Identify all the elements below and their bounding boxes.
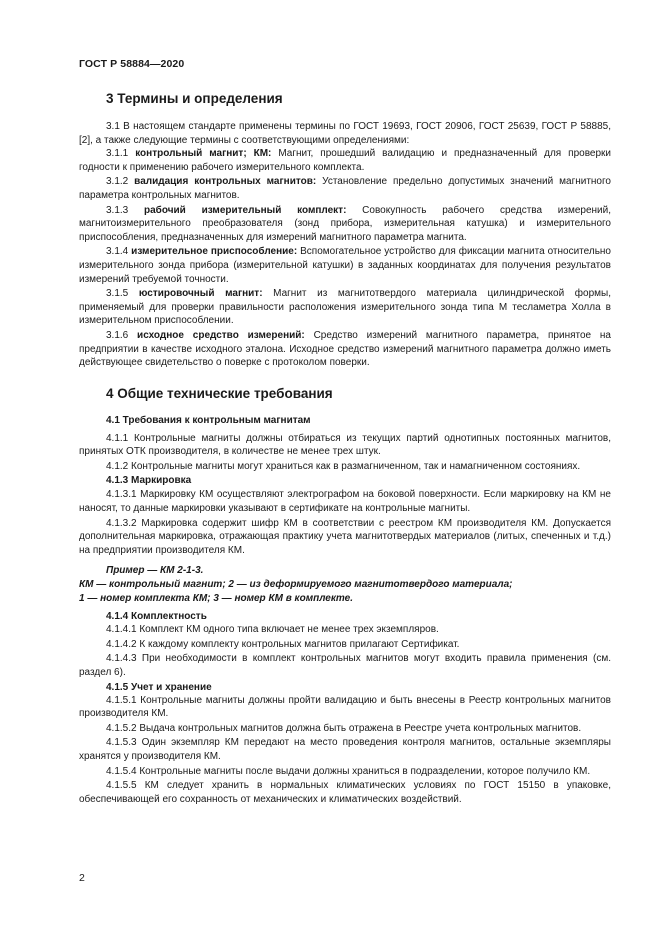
term-3-1-6 xyxy=(79,329,611,370)
term-definition: Магнит, прошедший валидацию и предназначенный для проверки годности к применению рабочего измерительного комплекта. xyxy=(79,148,611,173)
paragraph-4-1-5-2: 4.1.5.2 Выдача контрольных магнитов должна быть отражена в Реестре учета контрольных магнитов. xyxy=(106,722,582,734)
term-name: юстировочный магнит: xyxy=(138,288,263,300)
term-3-1-4 xyxy=(79,245,611,286)
example-title: Пример — КМ 2-1-3. xyxy=(106,565,204,577)
paragraph-4-1-4-1: 4.1.4.1 Комплект КМ одного типа включает не менее трех экземпляров. xyxy=(106,624,439,636)
term-3-1-2 xyxy=(79,175,611,202)
example-line-2: 1 — номер комплекта КМ; 3 — номер КМ в комплекте. xyxy=(79,592,354,604)
term-definition: Совокупность рабочего средства измерений, магнитоизмерительного преобразователя (зонд прибора, измерительная катушка) и измерительного приспособления, предназначенных для измерений магнитного параметра магнита. xyxy=(79,204,611,243)
term-number: 3.1.3 xyxy=(106,204,144,216)
paragraph-4-1-4-3: 4.1.4.3 При необходимости в комплект контрольных магнитов могут входить правила применения (см. раздел 6). xyxy=(79,653,611,678)
term-3-1-1 xyxy=(79,147,611,174)
term-number: 3.1.2 xyxy=(106,176,135,188)
term-name: исходное средство измерений: xyxy=(137,329,305,341)
term-number: 3.1.6 xyxy=(106,329,138,341)
paragraph-4-1-2: 4.1.2 Контрольные магниты могут храниться как в размагниченном, так и намагниченном состояниях. xyxy=(106,460,581,472)
subsection-4-1-4-title: 4.1.4 Комплектность xyxy=(106,611,207,623)
term-number: 3.1.5 xyxy=(106,288,139,300)
paragraph-4-1-5-3: 4.1.5.3 Один экземпляр КМ передают на место проведения контроля магнитов, остальные экземпляры хранятся у производителя КМ. xyxy=(79,737,611,762)
page-content xyxy=(79,91,611,806)
paragraph-4-1-3-1: 4.1.3.1 Маркировку КМ осуществляют электрографом на боковой поверхности. Если маркировку на КМ не наносят, то данные маркировки указывают в сертификате на контрольные магниты. xyxy=(79,489,611,515)
paragraph-4-1-3-2: 4.1.3.2 Маркировка содержит шифр КМ в соответствии с реестром КМ производителя КМ. Допускается дополнительная маркировка, отражающая практику учета магнитотвердых материалов (литых, спеченных и т.д.) на предприятии производителя КМ. xyxy=(79,517,611,556)
term-number: 3.1.1 xyxy=(106,148,136,160)
term-definition: Магнит из магнитотвердого материала цилиндрической формы, применяемый для проверки правильности расположения измерительного зонда типа М тесламетра Холла в измерительном приспособлении. xyxy=(79,288,611,327)
example-line-1: КМ — контрольный магнит; 2 — из деформируемого магнитотвердого материала; xyxy=(79,579,513,591)
term-name: рабочий измерительный комплект: xyxy=(144,204,347,216)
paragraph-4-1-1: 4.1.1 Контрольные магниты должны отбираться из текущих партий однотипных постоянных магнитов, принятых ОТК производителя, в количестве не менее трех штук. xyxy=(79,432,611,458)
subsection-4-1-3-title: 4.1.3 Маркировка xyxy=(106,475,192,487)
term-definition: Установление предельно допустимых значений магнитного параметра контрольных магнитов. xyxy=(79,176,611,201)
section-3-title: 3 Термины и определения xyxy=(106,91,283,106)
term-3-1-3 xyxy=(79,204,611,245)
term-number: 3.1.4 xyxy=(106,246,132,258)
term-name: валидация контрольных магнитов: xyxy=(134,176,317,188)
term-3-1-5 xyxy=(79,287,611,328)
page-number: 2 xyxy=(79,872,85,884)
example-block xyxy=(79,564,611,605)
paragraph-4-1-4-2: 4.1.4.2 К каждому комплекту контрольных магнитов прилагают Сертификат. xyxy=(106,638,460,650)
section-4-title: 4 Общие технические требования xyxy=(106,385,333,401)
subsection-4-1-5-title: 4.1.5 Учет и хранение xyxy=(106,681,212,693)
term-name: контрольный магнит; КМ: xyxy=(135,148,272,160)
paragraph-4-1-5-4: 4.1.5.4 Контрольные магниты после выдачи должны храниться в подразделении, которое получило КМ. xyxy=(106,765,591,777)
paragraph-4-1-5-5: 4.1.5.5 КМ следует хранить в нормальных климатических условиях по ГОСТ 15150 в упаковке, обеспечивающей его сохранность от механических и климатических воздействий. xyxy=(79,780,611,805)
term-definition: Средство измерений магнитного параметра, принятое на предприятии в качестве исходного эталона. Исходное средство измерений магнитного параметра должно иметь действующее свидетельство о поверке с протоколом поверки. xyxy=(79,329,611,369)
subsection-4-1-title: 4.1 Требования к контрольным магнитам xyxy=(106,414,311,426)
document-header: ГОСТ Р 58884—2020 xyxy=(79,58,185,70)
term-name: измерительное приспособление: xyxy=(131,246,298,258)
term-definition: Вспомогательное устройство для фиксации магнита относительно измерительного зонда прибора (измерительной катушки) в заданных координатах для получения результатов измерений требуемой точности. xyxy=(79,246,611,285)
paragraph-4-1-5-1: 4.1.5.1 Контрольные магниты должны пройти валидацию и быть внесены в Реестр контрольных магнитов производителя КМ. xyxy=(79,694,611,720)
paragraph-3-1: 3.1 В настоящем стандарте применены термины по ГОСТ 19693, ГОСТ 20906, ГОСТ 25639, ГОСТ Р 58885, [2], а также следующие термины с соответствующими определениями: xyxy=(79,121,611,146)
